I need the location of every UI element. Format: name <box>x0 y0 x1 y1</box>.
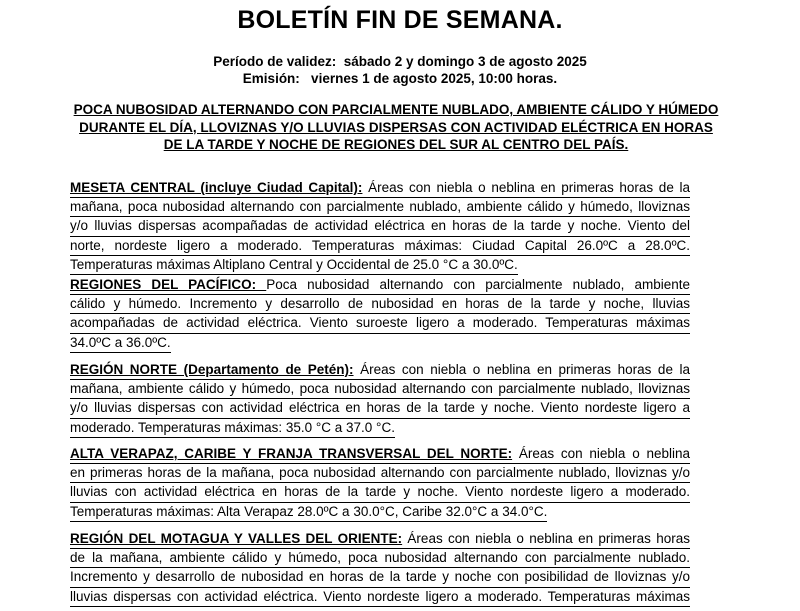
emission-date: Emisión: viernes 1 de agosto 2025, 10:00 horas. <box>242 71 558 86</box>
section-line: Temperaturas máximas Altiplano Central y Occidental de 25.0 °C a 30.0ºC. <box>70 256 518 275</box>
section-line <box>70 361 690 380</box>
section-line: moderado. Temperaturas máximas: 35.0 °C a 37.0 °C. <box>70 419 395 438</box>
bulletin-title: BOLETÍN FIN DE SEMANA. <box>237 6 563 34</box>
section-line: mañana, ambiente cálido y húmedo, poca nubosidad alternando con parcialmente nublado, lloviznas <box>70 380 690 399</box>
section-line <box>70 179 690 198</box>
section-line: en primeras horas de la mañana, poca nubosidad alternando con parcialmente nublado, lloviznas y/o <box>70 464 690 483</box>
section-region-norte <box>70 361 690 438</box>
section-text: Áreas con niebla o neblina <box>512 446 690 461</box>
section-line: cálido y húmedo. Incremento y desarrollo de nubosidad en horas de la tarde y noche, lluvias <box>70 295 690 314</box>
section-text: Áreas con niebla o neblina en primeras horas <box>402 531 690 546</box>
section-line: y/o lluvias dispersas acompañadas de actividad eléctrica en horas de la tarde y noche. Viento del <box>70 217 690 236</box>
section-line: lluvias con actividad eléctrica en horas de la tarde y noche. Viento nordeste ligero a moderado. <box>70 483 690 502</box>
section-line <box>70 445 690 464</box>
section-text: Áreas con niebla o neblina en primeras horas de la <box>353 362 691 377</box>
validity-period: Período de validez: sábado 2 y domingo 3 de agosto 2025 <box>213 54 587 69</box>
region-title: REGIÓN DEL MOTAGUA Y VALLES DEL ORIENTE: <box>70 531 403 546</box>
section-text: Áreas con niebla o neblina en primeras horas de la <box>362 180 690 195</box>
region-title: REGIÓN NORTE (Departamento de Petén): <box>70 362 354 377</box>
section-line: de la mañana, ambiente cálido y húmedo, poca nubosidad alternando con parcialmente nublado. <box>70 549 690 568</box>
section-motagua <box>70 530 690 607</box>
forecast-headline: POCA NUBOSIDAD ALTERNANDO CON PARCIALMENTE NUBLADO, AMBIENTE CÁLIDO Y HÚMEDO DURANTE EL DÍA, LLOVIZNAS Y/O LLUVIAS DISPERSAS CON ACTIVIDAD ELÉCTRICA EN HORAS DE LA TARDE Y NOCHE DE REGIONES DEL SUR AL CENTRO DEL PAÍS. <box>73 102 719 152</box>
section-line: mañana, poca nubosidad alternando con parcialmente nublado, ambiente cálido y húmedo, lloviznas <box>70 198 690 217</box>
region-title: REGIONES DEL PACÍFICO: <box>70 277 267 292</box>
section-alta-verapaz <box>70 445 690 522</box>
region-title: MESETA CENTRAL (incluye Ciudad Capital): <box>70 180 363 195</box>
section-line: 34.0ºC a 36.0ºC. <box>70 334 171 353</box>
section-line <box>70 276 690 295</box>
section-meseta-central <box>70 179 690 275</box>
section-line <box>70 530 690 549</box>
section-line: Temperaturas máximas: Alta Verapaz 28.0ºC a 30.0°C, Caribe 32.0°C a 34.0°C. <box>70 503 547 522</box>
section-text: Poca nubosidad alternando con parcialmente nublado, ambiente <box>266 277 690 292</box>
section-line: acompañadas de actividad eléctrica. Viento suroeste ligero a moderado. Temperaturas máximas <box>70 314 690 333</box>
section-line: Incremento y desarrollo de nubosidad en horas de la tarde y noche con posibilidad de lloviznas y/o <box>70 568 690 587</box>
section-line: y/o lluvias dispersas con actividad eléctrica en horas de la tarde y noche. Viento nordeste ligero a <box>70 399 690 418</box>
region-title: ALTA VERAPAZ, CARIBE Y FRANJA TRANSVERSAL DEL NORTE: <box>70 446 513 461</box>
section-line: norte, nordeste ligero a moderado. Temperaturas máximas: Ciudad Capital 26.0ºC a 28.0ºC. <box>70 237 690 256</box>
section-pacifico <box>70 276 690 353</box>
section-line: lluvias dispersas con actividad eléctrica. Viento nordeste ligero a moderado. Temperaturas máximas <box>70 588 690 607</box>
